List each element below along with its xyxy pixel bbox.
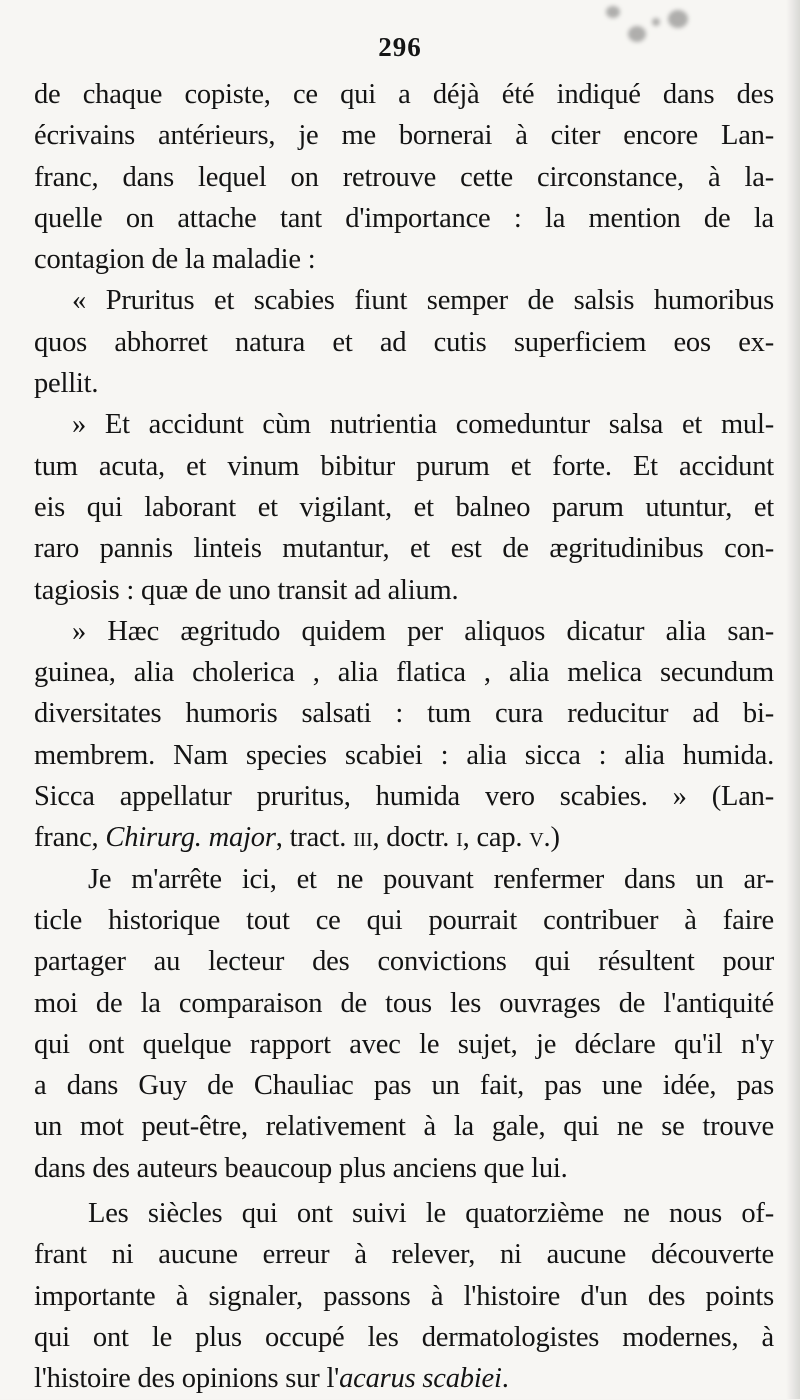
citation-text: , doctr. xyxy=(372,822,457,854)
quote-line: » Et accidunt cùm nutrientia comeduntur salsa et mul- xyxy=(72,409,774,441)
text-line: contagion de la maladie : xyxy=(34,244,316,276)
citation-numeral: iii xyxy=(353,822,373,854)
quote-line: diversitates humoris salsati : tum cura reducitur ad bi- xyxy=(34,698,774,730)
term-italic: acarus scabiei xyxy=(339,1363,502,1395)
citation-title: Chirurg. major xyxy=(105,822,276,854)
body-text xyxy=(34,74,774,1400)
text-segment: . xyxy=(501,1363,509,1395)
ink-smudge xyxy=(668,10,688,28)
text-line: partager au lecteur des convictions qui résultent pour xyxy=(34,946,774,978)
text-line: a dans Guy de Chauliac pas un fait, pas une idée, pas xyxy=(34,1070,774,1102)
text-line: Je m'arrête ici, et ne pouvant renfermer dans un ar- xyxy=(88,863,774,895)
page-edge-shadow xyxy=(786,0,800,1399)
quote-line: guinea, alia cholerica , alia flatica , alia melica secundum xyxy=(34,657,774,689)
quote-line: Sicca appellatur pruritus, humida vero scabies. » (Lan- xyxy=(34,781,774,813)
citation-text: , cap. xyxy=(462,822,530,854)
text-line: qui ont quelque rapport avec le sujet, je déclare qu'il n'y xyxy=(34,1028,774,1060)
quote-line: membrem. Nam species scabiei : alia sicca : alia humida. xyxy=(34,739,774,771)
text-line: écrivains antérieurs, je me bornerai à citer encore Lan- xyxy=(34,120,774,152)
text-line: moi de la comparaison de tous les ouvrages de l'antiquité xyxy=(34,987,774,1019)
text-line: qui ont le plus occupé les dermatologistes modernes, à xyxy=(34,1321,774,1353)
text-line: importante à signaler, passons à l'histoire d'un des points xyxy=(34,1280,774,1312)
text-line: franc, dans lequel on retrouve cette circonstance, à la- xyxy=(34,161,774,193)
quote-line: eis qui laborant et vigilant, et balneo parum utuntur, et xyxy=(34,491,774,523)
citation-numeral: i xyxy=(456,822,463,854)
text-line: un mot peut-être, relativement à la gale, qui ne se trouve xyxy=(34,1111,774,1143)
text-line: dans des auteurs beaucoup plus anciens que lui. xyxy=(34,1152,568,1184)
citation-numeral: v xyxy=(529,822,544,854)
ink-smudge xyxy=(606,6,620,18)
ink-smudge xyxy=(652,18,660,26)
text-line: quelle on attache tant d'importance : la mention de la xyxy=(34,202,774,234)
quote-line: pellit. xyxy=(34,368,99,400)
citation-text: franc, xyxy=(34,822,106,854)
quote-line: « Pruritus et scabies fiunt semper de salsis humoribus xyxy=(72,285,774,317)
quote-line: quos abhorret natura et ad cutis superficiem eos ex- xyxy=(34,326,774,358)
text-line: de chaque copiste, ce qui a déjà été indiqué dans des xyxy=(34,79,774,110)
page-number: 296 xyxy=(378,32,422,62)
text-segment: l'histoire des opinions sur l' xyxy=(34,1363,340,1395)
text-line: Les siècles qui ont suivi le quatorzième ne nous of- xyxy=(88,1198,774,1230)
citation-text: , tract. xyxy=(275,822,354,854)
text-line xyxy=(34,1358,774,1399)
citation-text: .) xyxy=(543,822,560,854)
text-line: frant ni aucune erreur à relever, ni aucune découverte xyxy=(34,1239,774,1271)
quote-line: raro pannis linteis mutantur, et est de ægritudinibus con- xyxy=(34,533,774,565)
quote-line: tagiosis : quæ de uno transit ad alium. xyxy=(34,574,459,606)
citation-line xyxy=(34,817,774,858)
text-line: ticle historique tout ce qui pourrait contribuer à faire xyxy=(34,904,774,936)
quote-line: » Hæc ægritudo quidem per aliquos dicatur alia san- xyxy=(72,615,774,647)
quote-line: tum acuta, et vinum bibitur purum et forte. Et accidunt xyxy=(34,450,774,482)
